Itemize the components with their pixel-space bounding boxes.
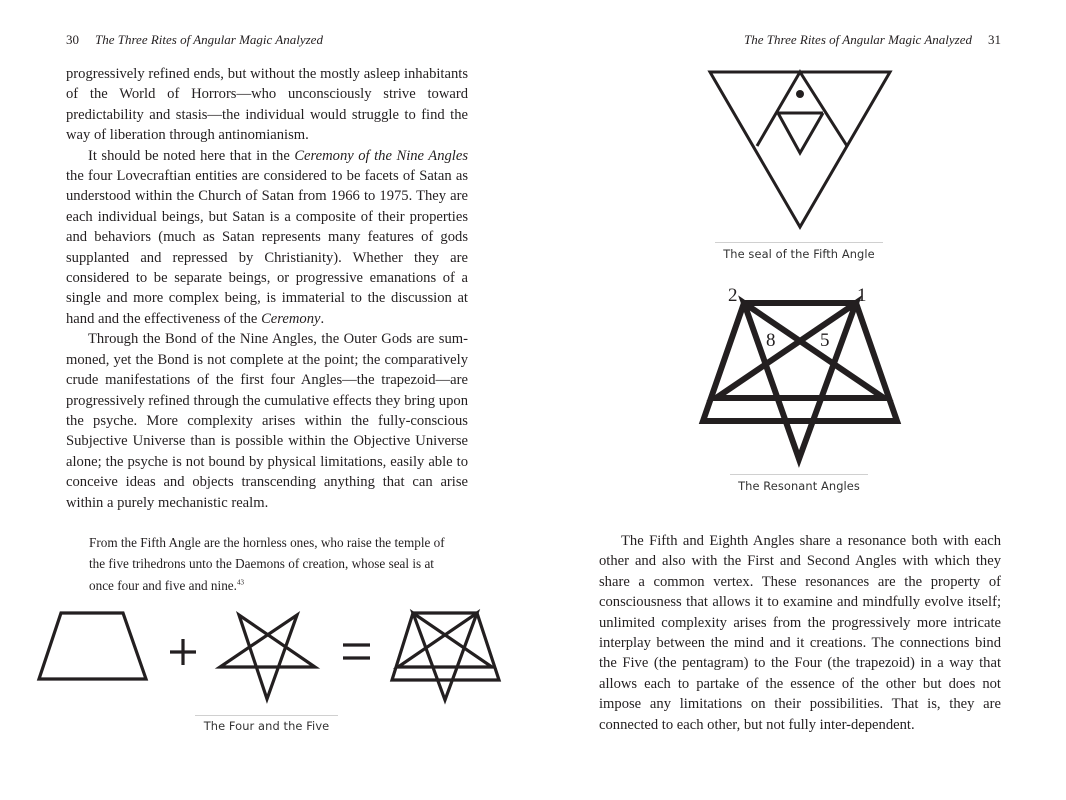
seal-dot xyxy=(796,90,804,98)
text-run: the four Lovecraftian entities are considered to be facets of Satan as understood within the Church of Satan from 1966 to 1975. They are each individual beings, but Satan is a composite of their properties and behaviors (much as Satan represents many features of gods supplanted and repressed by Christianity). Whether they are considered to be separate beings, or progressive emanations of a single and more complex being, is immaterial to the discussion at hand and the effectiveness of the xyxy=(66,168,468,327)
quote-body: From the Fifth Angle are the hornless ones, who raise the temple of the five trihedrons unto the Daemons of creation, whose seal is at once four and five and nine. xyxy=(89,535,445,593)
text-run: It should be noted here that in the xyxy=(88,147,295,164)
paragraph: The Fifth and Eighth Angles share a resonance both with each other and also with the First and Second Angles with which they share a common vertex. These resonances are the property of consciousness that allows it to examine and mindfully evolve itself; unlimited complexity arises from the progressively more intricate interplay between the mind and it creations. The connections bind the Five (the pentagram) to the Four (the trapezoid) in a way that allows each to partake of the essence of the other but does not impose any limitations on their possibilities. That is, they are connected to each other, but not fully inter-dependent. xyxy=(599,533,1001,733)
footnote-ref: 43 xyxy=(236,578,244,587)
figure-caption: The seal of the Fifth Angle xyxy=(723,247,875,261)
page-number: 30 xyxy=(66,32,79,47)
paragraph: Through the Bond of the Nine Angles, the Outer Gods are summoned, yet the Bond is not complete at the point; the comparatively crude manifestations of the first four Angles—the trapezoid—are progressively refined through the cumulative effects they bring upon the psyche. More complexity arises within the fully-conscious Subjective Universe than is possible within the Objective Universe alone; the psyche is not bound by physical limitations, easily able to conceive ideas and objects transcending anything that can arise within a purely mechanistic realm. xyxy=(66,331,468,511)
figure-caption: The Four and the Five xyxy=(203,719,330,733)
page-number: 31 xyxy=(988,32,1001,47)
running-title: The Three Rites of Angular Magic Analyzed xyxy=(744,32,972,47)
angle-label-5: 5 xyxy=(820,330,830,351)
resonant-angles-shape xyxy=(703,303,897,459)
angle-label-2: 2 xyxy=(728,285,738,306)
angle-label-8: 8 xyxy=(766,330,776,351)
caption-rule xyxy=(715,242,883,243)
italic-title: Ceremony xyxy=(261,310,321,327)
italic-title: Ceremony of the Nine Angles xyxy=(294,147,468,164)
figure-caption: The Resonant Angles xyxy=(738,479,860,493)
running-title: The Three Rites of Angular Magic Analyzed xyxy=(95,32,323,47)
paragraph: progressively refined ends, but without the mostly asleep inhabitants of the World of Horrors—who unconsciously strive toward predictability and stasis—the individual would struggle to find the way of liberation through antinomianism. xyxy=(66,66,468,144)
angle-label-1: 1 xyxy=(857,285,867,306)
caption-rule xyxy=(730,474,868,475)
body-text-right xyxy=(599,531,1001,735)
text-run: . xyxy=(320,310,325,327)
